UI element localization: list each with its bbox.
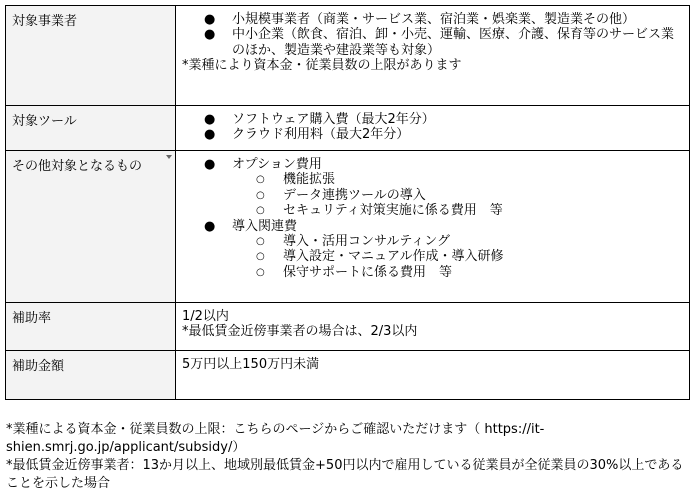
table-row xyxy=(6,6,690,106)
row-label-target-tools: 対象ツール xyxy=(6,106,176,151)
bullet-icon: ● xyxy=(204,27,216,43)
row-note: *業種により資本金・従業員数の上限があります xyxy=(182,58,462,74)
footnote: *最低賃金近傍事業者：13か月以上、地域別最低賃金+50円以内で雇用している従業員が全従業員の30%以上であることを示した場合 xyxy=(6,458,684,491)
row-content-target-business xyxy=(176,6,690,106)
list-item: ○ 導入・活用コンサルティング xyxy=(256,234,451,250)
circle-bullet-icon: ○ xyxy=(256,189,265,201)
row-content-subsidy-rate: 1/2以内 *最低賃金近傍事業者の場合は、2/3以内 xyxy=(176,303,690,351)
list-item: ○ 保守サポートに係る費用 等 xyxy=(256,264,453,280)
row-label-subsidy-rate: 補助率 xyxy=(6,303,176,351)
list-item: ○ セキュリティ対策実施に係る費用 等 xyxy=(256,203,503,219)
bullet-icon: ● xyxy=(204,112,216,127)
row-label-subsidy-amount: 補助金額 xyxy=(6,351,176,400)
list-item: ● オプション費用 xyxy=(204,157,322,172)
table-row xyxy=(6,303,690,351)
table-row xyxy=(6,351,690,400)
list-item: ○ 機能拡張 xyxy=(256,172,336,188)
circle-bullet-icon: ○ xyxy=(256,205,265,217)
circle-bullet-icon: ○ xyxy=(256,251,265,263)
table-row xyxy=(6,151,690,303)
bullet-icon: ● xyxy=(204,127,216,143)
subsidy-table xyxy=(5,5,690,400)
circle-bullet-icon: ○ xyxy=(256,266,265,278)
list-item: ● 中小企業（飲食、宿泊、卸・小売、運輸、医療、介護、保育等のサービス業のほか、製造業や建設業等も対象） xyxy=(204,27,675,58)
list-item: ● クラウド利用料（最大2年分） xyxy=(204,127,410,143)
circle-bullet-icon: ○ xyxy=(256,174,265,186)
bullet-icon: ● xyxy=(204,12,216,27)
bullet-icon: ● xyxy=(204,157,216,172)
row-label-target-business: 対象事業者 xyxy=(6,6,176,106)
list-item: ● ソフトウェア購入費（最大2年分） xyxy=(204,112,435,127)
row-content-target-tools xyxy=(176,106,690,151)
footnotes xyxy=(6,421,690,493)
row-content-subsidy-amount: 5万円以上150万円未満 xyxy=(176,351,690,400)
list-item: ○ 導入設定・マニュアル作成・導入研修 xyxy=(256,249,504,265)
list-item: ● 導入関連費 xyxy=(204,218,298,234)
list-item: ○ データ連携ツールの導入 xyxy=(256,187,426,203)
bullet-icon: ● xyxy=(204,218,216,234)
row-label-other-targets: その他対象となるもの xyxy=(6,151,176,303)
footnote: *業種による資本金・従業員数の上限：こちらのページからご確認いただけます（ https://it-shien.smrj.go.jp/applicant/subsidy/） xyxy=(6,422,545,455)
circle-bullet-icon: ○ xyxy=(256,236,265,248)
list-item: ● 小規模事業者（商業・サービス業、宿泊業・娯楽業、製造業その他） xyxy=(204,12,636,27)
row-content-other-targets xyxy=(176,151,690,303)
table-row xyxy=(6,106,690,151)
dropdown-arrow-icon[interactable] xyxy=(166,155,172,159)
